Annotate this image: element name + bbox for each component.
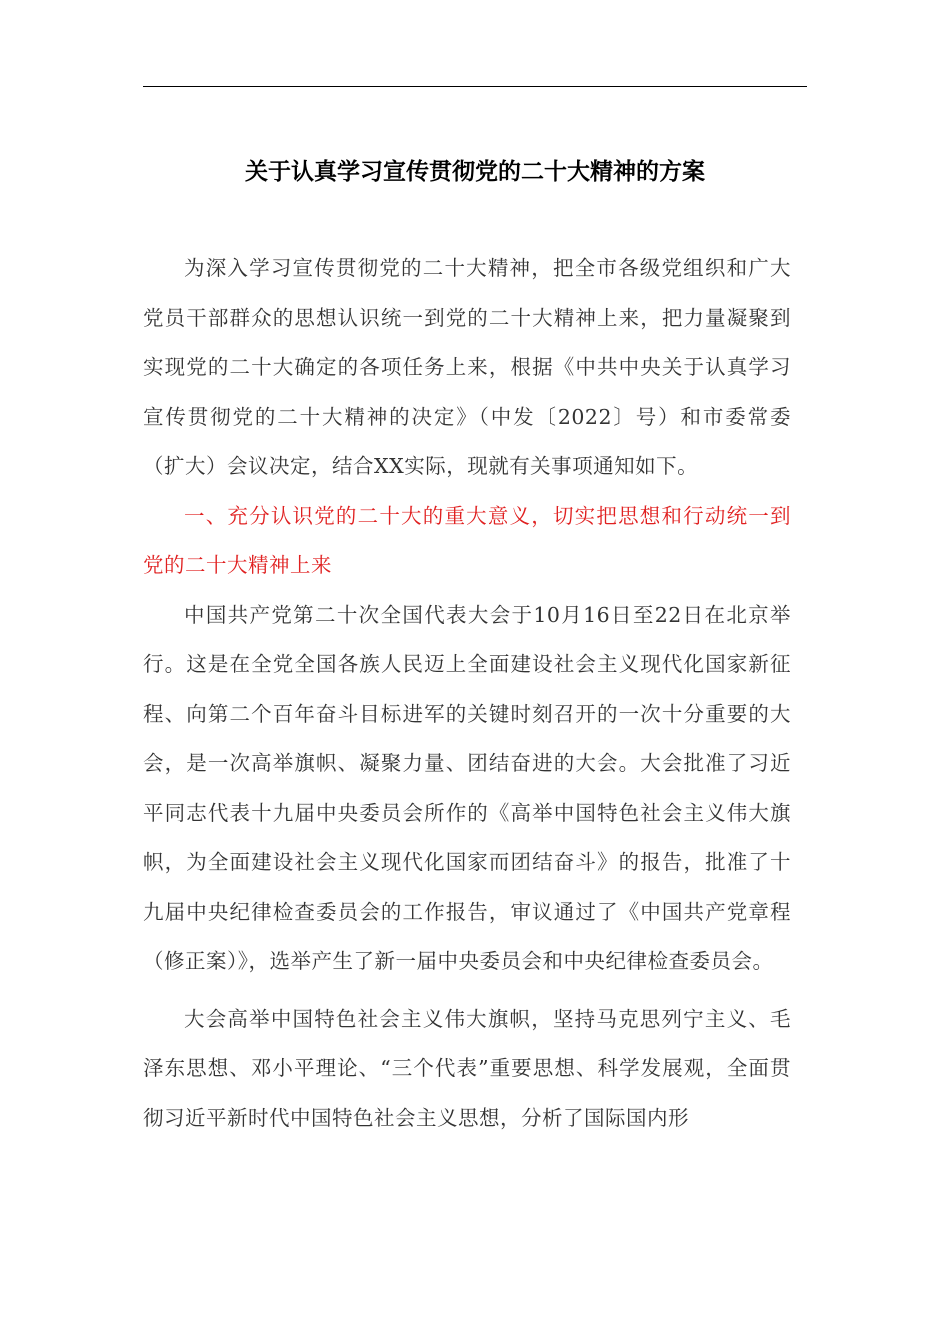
body-paragraph: 中国共产党第二十次全国代表大会于10月16日至22日在北京举行。这是在全党全国各族人民迈上全面建设社会主义现代化国家新征程、向第二个百年奋斗目标进军的关键时刻召开的一次十分重要的大会，是一次高举旗帜、凝聚力量、团结奋进的大会。大会批准了习近平同志代表十九届中央委员会所作的《高举中国特色社会主义伟大旗帜，为全面建设社会主义现代化国家而团结奋斗》的报告，批准了十九届中央纪律检查委员会的工作报告，审议通过了《中国共产党章程（修正案）》，选举产生了新一届中央委员会和中央纪律检查委员会。 xyxy=(143,602,791,973)
document-body xyxy=(143,244,791,1143)
document-title: 关于认真学习宣传贯彻党的二十大精神的方案 xyxy=(245,159,705,185)
intro-paragraph: 为深入学习宣传贯彻党的二十大精神，把全市各级党组织和广大党员干部群众的思想认识统一到党的二十大精神上来，把力量凝聚到实现党的二十大确定的各项任务上来，根据《中共中央关于认真学习宣传贯彻党的二十大精神的决定》（中发〔2022〕号）和市委常委（扩大）会议决定，结合XX实际，现就有关事项通知如下。 xyxy=(143,256,791,478)
section-heading-1: 一、充分认识党的二十大的重大意义，切实把思想和行动统一到党的二十大精神上来 xyxy=(143,503,791,577)
header-rule xyxy=(143,86,807,87)
body-paragraph: 大会高举中国特色社会主义伟大旗帜，坚持马克思列宁主义、毛泽东思想、邓小平理论、“三个代表”重要思想、科学发展观，全面贯彻习近平新时代中国特色社会主义思想，分析了国际国内形 xyxy=(143,1006,791,1130)
